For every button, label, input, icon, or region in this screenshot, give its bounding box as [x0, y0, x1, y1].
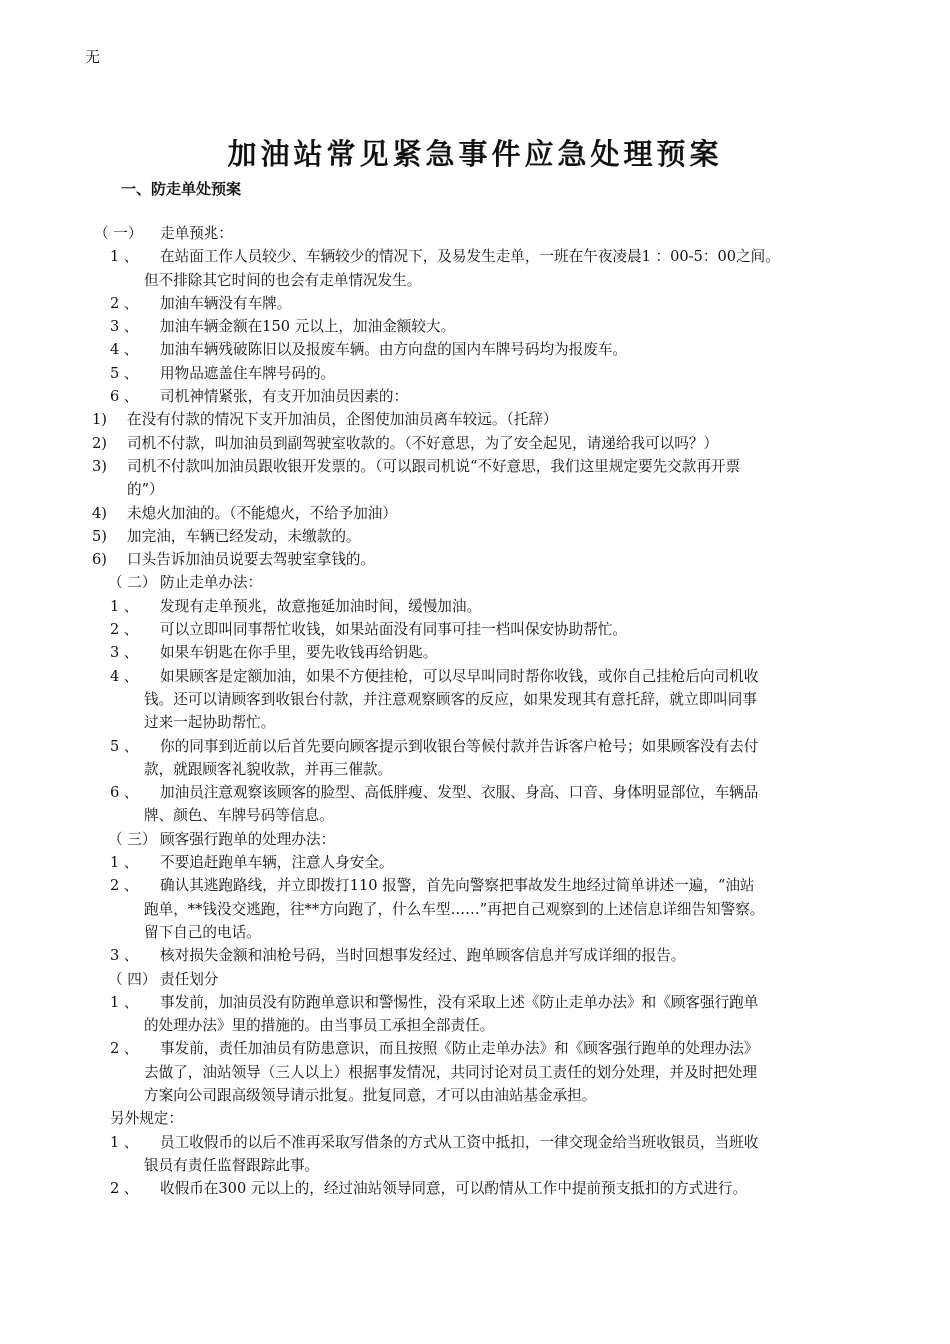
- list-marker: 2 、: [110, 621, 139, 639]
- list-text: 可以立即叫同事帮忙收钱，如果站面没有同事可挂一档叫保安协助帮忙。: [160, 621, 628, 639]
- list-item: [0, 944, 950, 967]
- list-marker: 5): [92, 527, 107, 545]
- list-marker: 2 、: [110, 294, 139, 312]
- list-text: 收假币在300 元以上的，经过油站领导同意，可以酌情从工作中提前预支抵扣的方式进行。: [160, 1180, 748, 1198]
- list-text: 司机不付款，叫加油员到副驾驶室收款的。（不好意思，为了安全起见，请递给我可以吗？）: [127, 434, 719, 452]
- list-item: [0, 758, 950, 781]
- list-marker: 4 、: [110, 667, 139, 685]
- list-item: [0, 641, 950, 664]
- list-item: [0, 1107, 950, 1130]
- list-text: 走单预兆：: [160, 225, 233, 242]
- list-text: 钱。还可以请顾客到收银台付款，并注意观察顾客的反应，如果发现其有意托辞，就立即叫同事: [144, 690, 757, 708]
- list-marker: 2 、: [110, 1180, 139, 1198]
- list-marker: 4): [92, 504, 107, 522]
- list-item: [0, 968, 950, 991]
- list-item: [0, 1014, 950, 1037]
- list-text: 另外规定：: [110, 1110, 183, 1128]
- list-text: 留下自己的电话。: [144, 923, 261, 941]
- list-text: 方案向公司跟高级领导请示批复。批复同意，才可以由油站基金承担。: [144, 1086, 597, 1104]
- list-text: 不要追赶跑单车辆，注意人身安全。: [160, 854, 394, 872]
- list-item: [0, 828, 950, 851]
- list-marker: （ 一）: [94, 225, 143, 242]
- list-text: 司机神情紧张，有支开加油员因素的：: [160, 388, 409, 406]
- list-text: 在站面工作人员较少、车辆较少的情况下，及易发生走单，一班在午夜凌晨1 ：00-5：00之间。: [160, 248, 780, 266]
- list-item: [0, 618, 950, 641]
- list-item: [0, 898, 950, 921]
- document-body: [0, 222, 950, 1200]
- list-item: [0, 502, 950, 525]
- list-item: [0, 595, 950, 618]
- list-text: 核对损失金额和油枪号码，当时回想事发经过、跑单顾客信息并写成详细的报告。: [160, 947, 686, 965]
- list-item: [0, 1177, 950, 1200]
- list-item: [0, 1084, 950, 1107]
- list-item: [0, 385, 950, 408]
- list-text: 事发前，责任加油员有防患意识，而且按照《防止走单办法》和《顾客强行跑单的处理办法》: [160, 1040, 759, 1058]
- list-text: 未熄火加油的。（不能熄火，不给予加油）: [127, 504, 397, 522]
- list-text: 牌、颜色、车牌号码等信息。: [144, 807, 334, 825]
- list-marker: 5 、: [110, 737, 139, 755]
- list-marker: 2): [92, 434, 107, 452]
- list-item: [0, 571, 950, 594]
- list-marker: 4 、: [110, 341, 139, 359]
- list-item: [0, 991, 950, 1014]
- list-item: [0, 735, 950, 758]
- list-marker: 1 、: [110, 248, 139, 266]
- list-item: [0, 804, 950, 827]
- list-text: 加油车辆残破陈旧以及报废车辆。由方向盘的国内车牌号码均为报废车。: [160, 341, 628, 359]
- list-item: [0, 1061, 950, 1084]
- list-marker: 6): [92, 551, 107, 569]
- list-text: 加油员注意观察该顾客的脸型、高低胖瘦、发型、衣服、身高、口音、身体明显部位，车辆品: [160, 784, 759, 802]
- list-marker: 1 、: [110, 597, 139, 615]
- list-text: 口头告诉加油员说要去驾驶室拿钱的。: [127, 551, 376, 569]
- list-text: 跑单，**钱没交逃跑，往**方向跑了，什么车型……”再把自己观察到的上述信息详细告知警察。: [144, 900, 765, 918]
- list-marker: （ 四）: [108, 970, 157, 988]
- list-marker: 1 、: [110, 993, 139, 1011]
- list-text: 加油车辆金额在150 元以上，加油金额较大。: [160, 318, 456, 336]
- list-text: 责任划分: [160, 970, 219, 988]
- list-text: 确认其逃跑路线，并立即拨打110 报警，首先向警察把事故发生地经过简单讲述一遍，“油站: [160, 877, 755, 895]
- list-text: 员工收假币的以后不准再采取写借条的方式从工资中抵扣，一律交现金给当班收银员，当班收: [160, 1133, 759, 1151]
- list-item: [0, 874, 950, 897]
- list-item: [0, 408, 950, 431]
- list-text: 款，就跟顾客礼貌收款，并再三催款。: [144, 760, 393, 778]
- list-item: [0, 665, 950, 688]
- list-text: 顾客强行跑单的处理办法：: [160, 830, 336, 848]
- list-text: 的”）: [127, 481, 164, 499]
- list-text: 加完油，车辆已经发动，未缴款的。: [127, 527, 361, 545]
- list-item: [0, 1154, 950, 1177]
- list-text: 如果顾客是定额加油，如果不方便挂枪，可以尽早叫同时帮你收钱，或你自己挂枪后向司机收: [160, 667, 759, 685]
- list-marker: 6 、: [110, 784, 139, 802]
- list-marker: （ 三）: [108, 830, 157, 848]
- list-item: [0, 292, 950, 315]
- list-marker: 1): [92, 411, 107, 429]
- list-item: [0, 781, 950, 804]
- list-text: 事发前，加油员没有防跑单意识和警惕性，没有采取上述《防止走单办法》和《顾客强行跑单: [160, 993, 759, 1011]
- list-item: [0, 455, 950, 478]
- list-item: [0, 245, 950, 268]
- list-marker: 3 、: [110, 947, 139, 965]
- list-text: 银员有责任监督跟踪此事。: [144, 1156, 320, 1174]
- list-marker: 1 、: [110, 1133, 139, 1151]
- list-text: 过来一起协助帮忙。: [144, 714, 276, 732]
- list-item: [0, 711, 950, 734]
- list-text: 用物品遮盖住车牌号码的。: [160, 364, 336, 382]
- list-marker: 1 、: [110, 854, 139, 872]
- header-mark: 无: [85, 48, 101, 66]
- list-marker: 6 、: [110, 388, 139, 406]
- list-marker: 3 、: [110, 318, 139, 336]
- list-item: [0, 921, 950, 944]
- list-text: 但不排除其它时间的也会有走单情况发生。: [144, 271, 422, 289]
- list-text: 防止走单办法：: [160, 574, 263, 592]
- list-text: 发现有走单预兆，故意拖延加油时间，缓慢加油。: [160, 597, 482, 615]
- list-marker: 5 、: [110, 364, 139, 382]
- list-text: 去做了，油站领导（三人以上）根据事发情况，共同讨论对员工责任的划分处理，并及时把处理: [144, 1063, 757, 1081]
- list-text: 你的同事到近前以后首先要向顾客提示到收银台等候付款并告诉客户枪号；如果顾客没有去付: [160, 737, 759, 755]
- section-heading: 一、防走单处预案: [121, 180, 242, 198]
- list-marker: 2 、: [110, 877, 139, 895]
- list-item: [0, 1131, 950, 1154]
- list-marker: 3): [92, 457, 107, 475]
- list-item: [0, 1037, 950, 1060]
- list-item: [0, 688, 950, 711]
- list-item: [0, 338, 950, 361]
- list-text: 的处理办法》里的措施的。由当事员工承担全部责任。: [144, 1017, 495, 1035]
- list-item: [0, 548, 950, 571]
- list-text: 司机不付款叫加油员跟收银开发票的。（可以跟司机说“不好意思，我们这里规定要先交款再开票: [127, 457, 741, 475]
- list-item: [0, 269, 950, 292]
- list-item: [0, 478, 950, 501]
- list-item: [0, 315, 950, 338]
- list-item: [0, 222, 950, 245]
- list-item: [0, 525, 950, 548]
- list-item: [0, 362, 950, 385]
- page-title: 加油站常见紧急事件应急处理预案: [227, 137, 723, 171]
- list-text: 在没有付款的情况下支开加油员，企图使加油员离车较远。（托辞）: [127, 411, 558, 429]
- list-item: [0, 432, 950, 455]
- list-text: 加油车辆没有车牌。: [160, 294, 292, 312]
- list-text: 如果车钥匙在你手里，要先收钱再给钥匙。: [160, 644, 438, 662]
- list-marker: 3 、: [110, 644, 139, 662]
- list-item: [0, 851, 950, 874]
- list-marker: 2 、: [110, 1040, 139, 1058]
- list-marker: （ 二）: [108, 574, 157, 592]
